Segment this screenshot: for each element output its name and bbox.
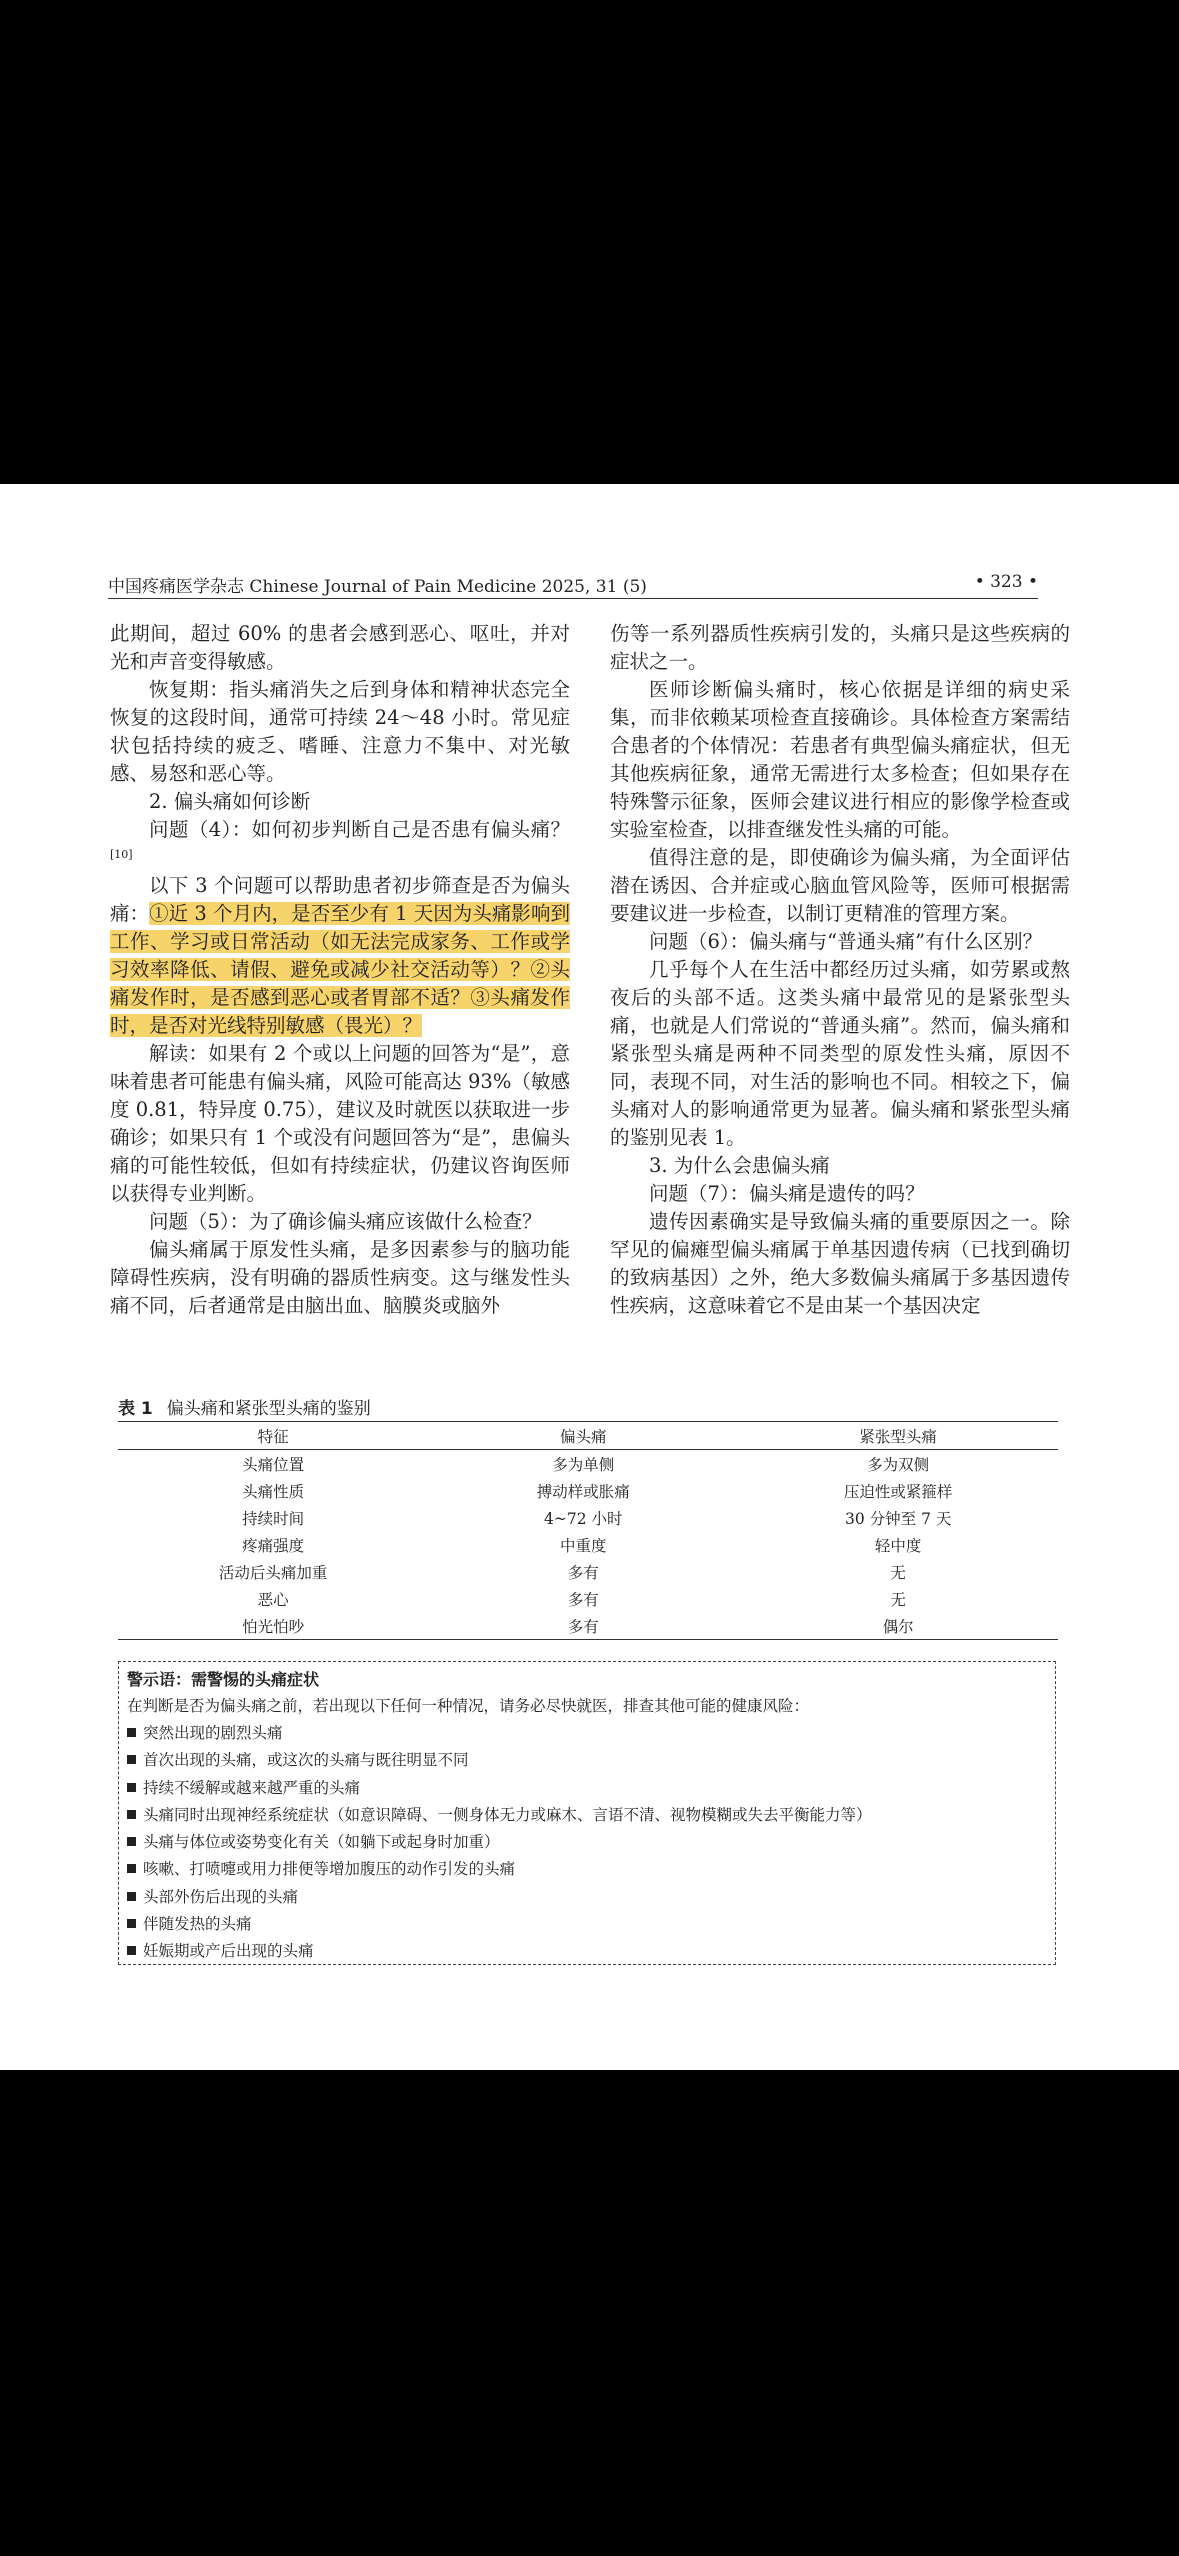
question-4-text: 问题（4）：如何初步判断自己是否患有偏头痛？ <box>149 818 570 841</box>
question-6: 问题（6）：偏头痛与“普通头痛”有什么区别？ <box>649 930 1043 953</box>
table-caption <box>118 1394 371 1419</box>
table-row <box>118 1504 1058 1531</box>
square-bullet-icon <box>127 1864 136 1873</box>
list-item <box>127 1884 872 1911</box>
list-item <box>127 1911 872 1938</box>
table-cell: 头痛位置 <box>242 1455 305 1474</box>
paragraph: 此期间，超过 60% 的患者会感到恶心、呕吐，并对光和声音变得敏感。 <box>110 622 570 673</box>
square-bullet-icon <box>127 1728 136 1737</box>
section-heading-causes: 3. 为什么会患偏头痛 <box>649 1154 830 1177</box>
square-bullet-icon <box>127 1755 136 1764</box>
list-item <box>127 1829 872 1856</box>
list-item <box>127 1775 872 1802</box>
table-cell: 活动后头痛加重 <box>218 1563 328 1582</box>
running-header <box>108 570 1038 599</box>
screening-intro: 以下 3 个问题可以帮助患者初步筛查是否为偏头痛： <box>110 874 570 925</box>
square-bullet-icon <box>127 1783 136 1792</box>
highlighted-screening-questions: ①近 3 个月内，是否至少有 1 天因为头痛影响到工作、学习或日常活动（如无法完成家务、工作或学习效率降低、请假、避免或减少社交活动等）？②头痛发作时，是否感到恶心或者胃部不适？③头痛发作时，是否对光线特别敏感（畏光）？ <box>110 902 570 1037</box>
warning-intro: 在判断是否为偏头痛之前，若出现以下任何一种情况，请务必尽快就医，排查其他可能的健康风险： <box>127 1697 810 1715</box>
table-cell: 疼痛强度 <box>242 1536 305 1555</box>
journal-title: 中国疼痛医学杂志 Chinese Journal of Pain Medicine 2025, 31 (5) <box>108 577 647 597</box>
table-cell: 轻中度 <box>874 1536 922 1555</box>
list-item <box>127 1938 872 1965</box>
table-cell: 搏动样或胀痛 <box>536 1482 630 1501</box>
table-cell: 4~72 小时 <box>544 1509 623 1528</box>
table-title: 偏头痛和紧张型头痛的鉴别 <box>166 1399 371 1419</box>
section-heading-diagnosis: 2. 偏头痛如何诊断 <box>149 790 311 813</box>
list-item-text: 突然出现的剧烈头痛 <box>143 1724 283 1742</box>
question-5: 问题（5）：为了确诊偏头痛应该做什么检查？ <box>149 1210 542 1233</box>
column-header-tension: 紧张型头痛 <box>859 1427 937 1446</box>
list-item <box>127 1747 872 1774</box>
table-cell: 无 <box>890 1563 906 1582</box>
list-item-text: 头部外伤后出现的头痛 <box>143 1887 299 1906</box>
warning-title: 警示语：需警惕的头痛症状 <box>127 1670 320 1689</box>
table-cell: 多有 <box>567 1617 599 1636</box>
list-item-text: 妊娠期或产后出现的头痛 <box>143 1942 314 1961</box>
warning-box <box>118 1661 1056 1965</box>
table-cell: 多为双侧 <box>867 1455 930 1474</box>
document-page <box>0 484 1179 2070</box>
paragraph-genetics: 遗传因素确实是导致偏头痛的重要原因之一。除罕见的偏瘫型偏头痛属于单基因遗传病（已找到确切的致病基因）之外，绝大多数偏头痛属于多基因遗传性疾病，这意味着它不是由某一个基因决定 <box>610 1210 1070 1317</box>
list-item-text: 头痛同时出现神经系统症状（如意识障碍、一侧身体无力或麻木、言语不清、视物模糊或失去平衡能力等） <box>143 1805 872 1824</box>
list-item-text: 伴随发热的头痛 <box>143 1915 252 1934</box>
table-row <box>118 1477 1058 1504</box>
list-item-text: 首次出现的头痛，或这次的头痛与既往明显不同 <box>143 1751 469 1770</box>
list-item-text: 头痛与体位或姿势变化有关（如躺下或起身时加重） <box>143 1833 500 1852</box>
paragraph-recovery: 恢复期：指头痛消失之后到身体和精神状态完全恢复的这段时间，通常可持续 24～48 小时。常见症状包括持续的疲乏、嗜睡、注意力不集中、对光敏感、易怒和恶心等。 <box>110 678 570 785</box>
paragraph: 伤等一系列器质性疾病引发的，头痛只是这些疾病的症状之一。 <box>610 622 1070 673</box>
paragraph-diagnosis-basis: 医师诊断偏头痛时，核心依据是详细的病史采集，而非依赖某项检查直接确诊。具体检查方案需结合患者的个体情况：若患者有典型偏头痛症状，但无其他疾病征象，通常无需进行太多检查；但如果存在特殊警示征象，医师会建议进行相应的影像学检查或实验室检查，以排查继发性头痛的可能。 <box>610 678 1070 841</box>
paragraph-primary-headache: 偏头痛属于原发性头痛，是多因素参与的脑功能障碍性疾病，没有明确的器质性病变。这与继发性头痛不同，后者通常是由脑出血、脑膜炎或脑外 <box>110 1238 570 1317</box>
table-label: 表 1 <box>118 1399 153 1419</box>
table-cell: 怕光怕吵 <box>242 1617 305 1636</box>
square-bullet-icon <box>127 1837 136 1846</box>
table-cell: 持续时间 <box>242 1509 305 1528</box>
table-cell: 无 <box>890 1590 906 1609</box>
table-cell: 偶尔 <box>882 1617 914 1636</box>
right-column <box>610 620 1070 1540</box>
table-cell: 压迫性或紧箍样 <box>843 1482 953 1501</box>
list-item-text: 咳嗽、打喷嚏或用力排便等增加腹压的动作引发的头痛 <box>143 1860 516 1879</box>
table-row <box>118 1612 1058 1640</box>
paragraph-interpretation: 解读：如果有 2 个或以上问题的回答为“是”，意味着患者可能患有偏头痛，风险可能高达 93%（敏感度 0.81，特异度 0.75），建议及时就医以获取进一步确诊；如果只有 1 个或没有问题回答为“是”，患偏头痛的可能性较低，但如有持续症状，仍建议咨询医师以获得专业判断。 <box>110 1042 570 1205</box>
list-item <box>127 1720 872 1747</box>
column-header-migraine: 偏头痛 <box>560 1427 607 1446</box>
paragraph-screening <box>110 872 570 1040</box>
table-row <box>118 1531 1058 1558</box>
table-row <box>118 1585 1058 1612</box>
table-row <box>118 1450 1058 1478</box>
table-cell: 多为单侧 <box>552 1455 615 1474</box>
table-cell: 30 分钟至 7 天 <box>845 1509 952 1528</box>
paragraph-common-headache: 几乎每个人在生活中都经历过头痛，如劳累或熬夜后的头部不适。这类头痛中最常见的是紧张型头痛，也就是人们常说的“普通头痛”。然而，偏头痛和紧张型头痛是两种不同类型的原发性头痛，原因不同，表现不同，对生活的影响也不同。相较之下，偏头痛对人的影响通常更为显著。偏头痛和紧张型头痛的鉴别见表 1。 <box>610 958 1070 1149</box>
paragraph-note: 值得注意的是，即使确诊为偏头痛，为全面评估潜在诱因、合并症或心脑血管风险等，医师可根据需要建议进一步检查，以制订更精准的管理方案。 <box>610 846 1070 925</box>
table-header-row <box>118 1422 1058 1450</box>
table-row <box>118 1558 1058 1585</box>
comparison-table <box>118 1421 1058 1640</box>
list-item <box>127 1856 872 1883</box>
list-item-text: 持续不缓解或越来越严重的头痛 <box>143 1778 361 1797</box>
page-number: • 323 • <box>974 572 1038 592</box>
square-bullet-icon <box>127 1946 136 1955</box>
table-cell: 中重度 <box>560 1536 607 1555</box>
table-cell: 头痛性质 <box>242 1482 305 1501</box>
table-cell: 恶心 <box>257 1590 289 1609</box>
square-bullet-icon <box>127 1919 136 1928</box>
list-item <box>127 1802 872 1829</box>
table-cell: 多有 <box>567 1563 599 1582</box>
column-header-feature: 特征 <box>257 1427 289 1446</box>
square-bullet-icon <box>127 1810 136 1819</box>
square-bullet-icon <box>127 1892 136 1901</box>
reference-mark: [10] <box>110 848 133 861</box>
warning-list <box>127 1720 872 1966</box>
table-cell: 多有 <box>567 1590 599 1609</box>
question-7: 问题（7）：偏头痛是遗传的吗？ <box>649 1182 925 1205</box>
question-4 <box>110 816 570 872</box>
